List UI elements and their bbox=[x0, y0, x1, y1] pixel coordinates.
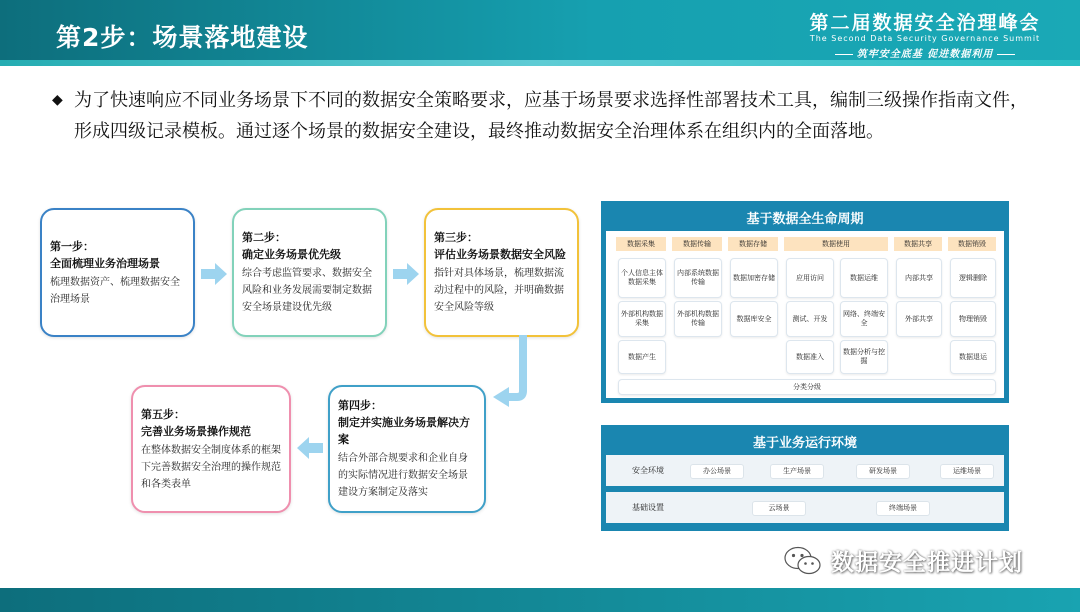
bullet-paragraph bbox=[52, 85, 1042, 147]
env-row-infrastructure bbox=[606, 492, 1004, 523]
summit-name: 第二届数据安全治理峰会 bbox=[809, 12, 1041, 34]
cell-logical-deletion: 逻辑删除 bbox=[950, 258, 996, 298]
step-1-title: 全面梳理业务治理场景 bbox=[50, 256, 160, 270]
step-card-1 bbox=[40, 208, 195, 337]
cell-data-admission: 数据准入 bbox=[786, 340, 834, 374]
step-4-title: 制定并实施业务场景解决方案 bbox=[338, 416, 470, 446]
env-production: 生产场景 bbox=[770, 464, 824, 479]
stage-share: 数据共享 bbox=[894, 237, 942, 251]
watermark-text: 数据安全推进计划 bbox=[831, 550, 1023, 576]
step-1-label: 第一步： bbox=[50, 239, 94, 253]
summit-en-name: The Second Data Security Governance Summit bbox=[809, 34, 1041, 43]
step-5-title: 完善业务场景操作规范 bbox=[141, 424, 251, 438]
env-rnd: 研发场景 bbox=[856, 464, 910, 479]
stage-destroy: 数据销毁 bbox=[948, 237, 996, 251]
summit-logo bbox=[800, 8, 1070, 60]
bullet-text: 为了快速响应不同业务场景下不同的数据安全策略要求，应基于场景要求选择性部署技术工具，编制三级操作指南文件，形成四级记录模板。通过逐个场景的数据安全建设，最终推动数据安全治理体系在组织内的全面落地。 bbox=[74, 90, 1028, 142]
summit-slogan bbox=[800, 45, 1050, 60]
stage-transfer: 数据传输 bbox=[672, 237, 722, 251]
environment-panel bbox=[601, 425, 1009, 531]
cell-physical-destruction: 物理销毁 bbox=[950, 301, 996, 337]
cell-data-analysis: 数据分析与挖掘 bbox=[840, 340, 888, 374]
env-row-infra-label: 基础设置 bbox=[632, 503, 664, 512]
step-card-3 bbox=[424, 208, 579, 337]
cell-data-return: 数据退运 bbox=[950, 340, 996, 374]
cell-network-terminal: 网络、终端安全 bbox=[840, 301, 888, 337]
step-3-label: 第三步： bbox=[434, 231, 478, 244]
cell-external-sharing: 外部共享 bbox=[896, 301, 942, 337]
lifecycle-body bbox=[606, 231, 1004, 398]
header-accent-strip bbox=[0, 60, 1080, 66]
footer-band bbox=[0, 588, 1080, 612]
summit-slogan-text: 筑牢安全底基 促进数据利用 bbox=[856, 49, 994, 60]
step-3-title: 评估业务场景数据安全风险 bbox=[434, 248, 566, 261]
wechat-icon bbox=[783, 545, 823, 577]
environment-title: 基于业务运行环境 bbox=[752, 436, 857, 451]
slide-title: 第2步：场景落地建设 bbox=[56, 23, 309, 52]
step-5-body: 在整体数据安全制度体系的框架下完善数据安全治理的操作规范和各类表单 bbox=[141, 444, 281, 490]
env-office: 办公场景 bbox=[690, 464, 744, 479]
step-4-body: 结合外部合规要求和企业自身的实际情况进行数据安全场景建设方案制定及落实 bbox=[338, 453, 468, 498]
cell-data-generation: 数据产生 bbox=[618, 340, 666, 374]
arrow-right-icon bbox=[201, 263, 227, 285]
cell-data-ops: 数据运维 bbox=[840, 258, 888, 298]
step-2-body: 综合考虑监管要求、数据安全风险和业务发展需要制定数据安全场景建设优先级 bbox=[242, 268, 372, 313]
cell-external-collection: 外部机构数据采集 bbox=[618, 301, 666, 337]
env-terminal: 终端场景 bbox=[876, 501, 930, 516]
arrow-right-icon bbox=[393, 263, 419, 285]
step-2-title: 确定业务场景优先级 bbox=[242, 248, 341, 261]
cell-test-dev: 测试、开发 bbox=[786, 301, 834, 337]
lifecycle-panel bbox=[601, 201, 1009, 403]
cell-external-transfer: 外部机构数据传输 bbox=[674, 301, 722, 337]
cell-internal-transfer: 内部系统数据传输 bbox=[674, 258, 722, 298]
step-4-label: 第四步： bbox=[338, 399, 382, 412]
step-1-body: 梳理数据资产、梳理数据安全治理场景 bbox=[50, 276, 180, 305]
header-bar bbox=[0, 0, 1080, 66]
cell-internal-sharing: 内部共享 bbox=[896, 258, 942, 298]
step-card-2 bbox=[232, 208, 387, 337]
arrow-bend-down-left-icon bbox=[493, 335, 545, 415]
step-3-body: 指针对具体场景，梳理数据流动过程中的风险，并明确数据安全风险等级 bbox=[434, 268, 564, 313]
env-row-security bbox=[606, 455, 1004, 486]
stage-use: 数据使用 bbox=[784, 237, 888, 251]
cell-personal-collection: 个人信息主体数据采集 bbox=[618, 258, 666, 298]
stage-collect: 数据采集 bbox=[616, 237, 666, 251]
step-2-label: 第二步： bbox=[242, 231, 286, 244]
env-ops: 运维场景 bbox=[940, 464, 994, 479]
env-cloud: 云场景 bbox=[752, 501, 806, 516]
watermark bbox=[783, 544, 1023, 577]
step-5-label: 第五步： bbox=[141, 407, 185, 421]
step-card-4 bbox=[328, 385, 486, 513]
classification-bar: 分类分级 bbox=[618, 379, 996, 395]
arrow-left-icon bbox=[297, 437, 323, 459]
cell-database-security: 数据库安全 bbox=[730, 301, 778, 337]
cell-app-access: 应用访问 bbox=[786, 258, 834, 298]
lifecycle-title: 基于数据全生命周期 bbox=[746, 212, 864, 227]
step-card-5 bbox=[131, 385, 291, 513]
stage-storage: 数据存储 bbox=[728, 237, 778, 251]
cell-encrypted-storage: 数据加密存储 bbox=[730, 258, 778, 298]
diamond-bullet-icon: ◆ bbox=[52, 92, 63, 108]
env-row-security-label: 安全环境 bbox=[632, 466, 664, 475]
